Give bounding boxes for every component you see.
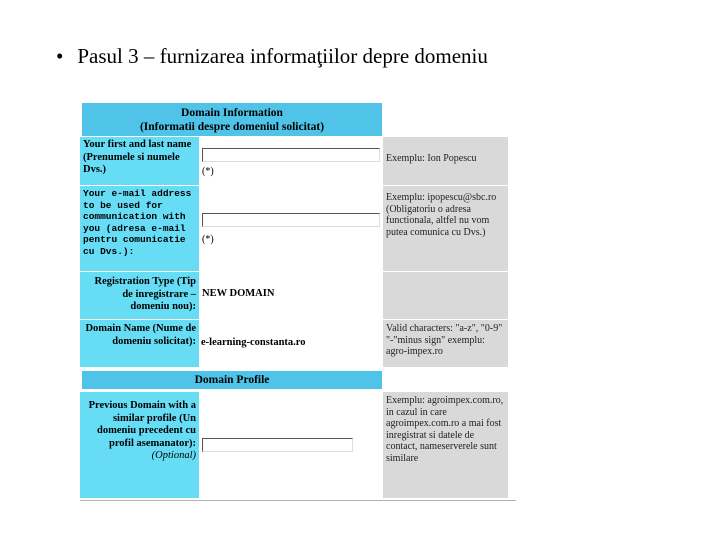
email-hint-cell <box>383 186 508 271</box>
email-required-marker: (*) <box>202 234 214 245</box>
slide-bullet <box>56 44 488 69</box>
email-label: Your e-mail address to be used for communication with you (adresa e-mail pentru comunicatie cu Dvs.): <box>83 188 192 257</box>
domain-label: Domain Name (Nume de domeniu solicitat): <box>85 323 196 347</box>
prev-domain-input[interactable] <box>202 438 353 452</box>
name-label-cell <box>80 137 199 185</box>
form-bottom-rule <box>80 500 516 501</box>
domain-value-cell <box>200 320 382 367</box>
domain-value: e-learning-constanta.ro <box>201 337 306 348</box>
regtype-value-cell <box>200 272 382 319</box>
prev-domain-label-cell <box>80 392 199 498</box>
regtype-hint-cell <box>383 272 508 319</box>
name-label: Your first and last name (Prenumele si numele Dvs.) <box>83 139 192 175</box>
name-input[interactable] <box>202 148 380 162</box>
domain-label-cell <box>80 320 199 367</box>
name-required-marker: (*) <box>202 166 214 177</box>
email-input[interactable] <box>202 213 380 227</box>
prev-domain-label: Previous Domain with a similar profile (Un domeniu precedent cu profil asemanator): <box>88 400 196 449</box>
prev-domain-hint: Exemplu: agroimpex.com.ro, in cazul in care agroimpex.com.ro a mai fost inregistrat si datele de contact, nameserverele sunt similare <box>386 395 504 464</box>
bullet-marker: • <box>56 44 64 68</box>
section-domain-information-header <box>82 103 382 136</box>
slide-title: Pasul 3 – furnizarea informaţiilor depre domeniu <box>77 44 488 68</box>
name-hint: Exemplu: Ion Popescu <box>386 153 477 164</box>
email-hint: Exemplu: ipopescu@sbc.ro (Obligatoriu o adresa functionala, altfel nu vom putea comunica cu Dvs.) <box>386 192 497 238</box>
email-input-cell <box>200 186 382 271</box>
domain-hint: Valid characters: "a-z", "0-9" "-"minus sign" exemplu: agro-impex.ro <box>386 323 503 357</box>
prev-domain-hint-cell <box>383 392 508 498</box>
domain-hint-cell <box>383 320 508 367</box>
prev-domain-input-cell <box>200 392 382 498</box>
regtype-label: Registration Type (Tip de inregistrare – domeniu nou): <box>94 276 196 312</box>
section-profile-title: Domain Profile <box>194 374 270 386</box>
regtype-value: NEW DOMAIN <box>202 288 275 299</box>
prev-domain-optional: (Optional) <box>151 450 196 461</box>
section-domain-profile-header <box>82 371 382 389</box>
regtype-label-cell <box>80 272 199 319</box>
name-hint-cell <box>383 137 508 185</box>
section-title-secondary: (Informatii despre domeniul solicitat) <box>139 121 325 133</box>
name-input-cell <box>200 137 382 185</box>
section-title-primary: Domain Information <box>181 107 283 119</box>
email-label-cell <box>80 186 199 271</box>
